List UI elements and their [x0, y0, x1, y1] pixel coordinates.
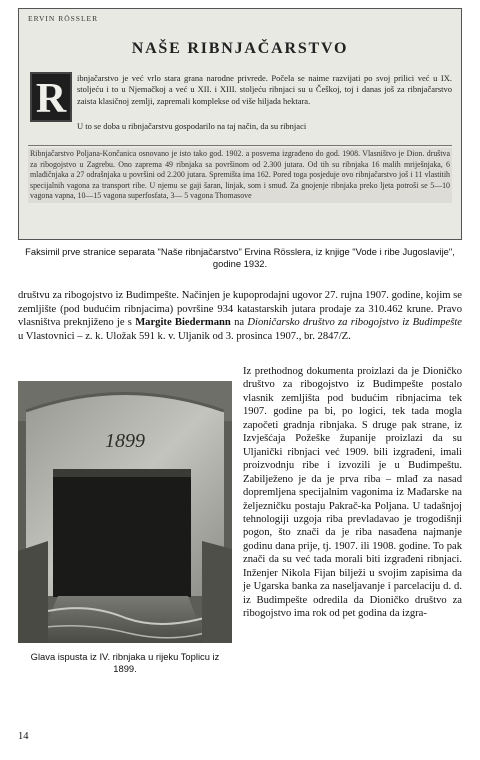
right-column-text: Iz prethodnog dokumenta proizlazi da je Dioničko društvo za ribogojstvo iz Budimpešte postalo vlasnik zemljišta pod budućim ribnjacima tek 1907. godine pa bi, po logici, tek tada mogla započeti gradnja ribnjaka. S druge pak strane, iz Izvješćaja Požeške županije proizlazi da su Uljanički ribnjaci već 1909. bili izgrađeni, imali proizvodnju ribe i izvozili je u Budimpeštu. Zabilježeno je da je prva riba – mlađ za nasad dopremljena specijalnim vagonima iz Mađarske na željezničku postaju Pakrač-ka Poljana. U tadašnjoj tehnologiji uzgoja riba prevladavao je trogodišnji pogon, što znači da je riba nasađena najmanje godinu dana prije, tj. 1907. ili 1908. godine. To pak znači da su već tada morali biti izgrađeni ribnjaci. Inženjer Nikola Fijan bilježi u svojim zapisima da je Ugarska banka za naseljavanje i parcelaciju d. d. iz Budimpešte odredila da Dioničko društvo za ribogojstvo ima rok od pet godina da izgra- [243, 366, 462, 620]
body-bold-name: Margite Biedermann [135, 317, 231, 328]
facsimile-author: ERVIN RÖSSLER [28, 14, 99, 23]
facsimile-image [18, 8, 462, 240]
page-number: 14 [18, 731, 29, 742]
body-text-part: društvu za ribogojstvo iz Budimpešte. Načinjen je kupoprodajni ugovor 27. rujna 1907. godine, kojim se zemljište (pod budućim ribnjacima) površine 934 katastarskih jutara prodaje za 310.462 krune. Pravo vlasništva preknjiženo je s [18, 290, 462, 328]
body-paragraph [18, 289, 462, 343]
photo-inscription: 1899 [105, 430, 145, 452]
facsimile-paragraph-2: U to se doba u ribnjačarstvu gospodarilo na taj način, da su ribnjaci [77, 121, 307, 131]
body-text-part: u Vlastovnici – z. k. Uložak 591 k. v. Uljanik od 3. prosinca 1907., br. 2847/Z. [18, 330, 351, 342]
body-italic-company: Dioničarsko društvo za ribogojstvo iz Budimpešte [247, 317, 462, 328]
facsimile-paragraph: ibnjačarstvo je već vrlo stara grana narodne privrede. Počela se naime razvijati po svoj prilici već u IX. stoljeću i to u Njemačkoj a već u XII. i XIII. stoljeću ribnjaci su u Češkoj, toj i danas još za ribnjačarstvo zaista klasičnoj zemlji, zapremali komplekse od više hiljada hektara. [77, 73, 452, 106]
facsimile-title: NAŠE RIBNJAČARSTVO [131, 40, 349, 57]
facsimile-divider [28, 145, 452, 146]
photo-caption: Glava ispusta iz IV. ribnjaka u rijeku Toplicu iz 1899. [30, 651, 220, 674]
facsimile-caption: Faksimil prve stranice separata "Naše ribnjačarstvo" Ervina Rösslera, iz knjige "Vode i ribe Jugoslavije", godine 1932. [25, 246, 455, 269]
facsimile-initial: R [30, 72, 72, 122]
body-text-part: na [230, 317, 248, 328]
sluice-photo [18, 381, 232, 643]
facsimile-small-text: Ribnjačarstvo Poljana-Končanica osnovano je isto tako god. 1902. a posvema izgrađeno do god. 1908. Vlasništvo je Dion. društva za ribogojstvo u Zagrebu. Ono zaprema 49 ribnjaka sa površinom od 2.300 jutara. Od tih su ribnjaka 16 malih mriješnjaka, 6 mlađičnjaka a 27 odrašnjaka u površini od 2.200 jutara. Spremišta ima 162. Pored toga posjeduje ovo ribnjačarstvo još i 11 vlastitih specijalnih vagona za transport ribe. U njemu se gaji šaran, linjak, som i smuđ. Za gnojenje ribnjaka preko ljeta potroši se 5—10 vagona vapna, 10—15 vagona superfosfata, 3— 5 vagona Thomasove [28, 148, 452, 203]
